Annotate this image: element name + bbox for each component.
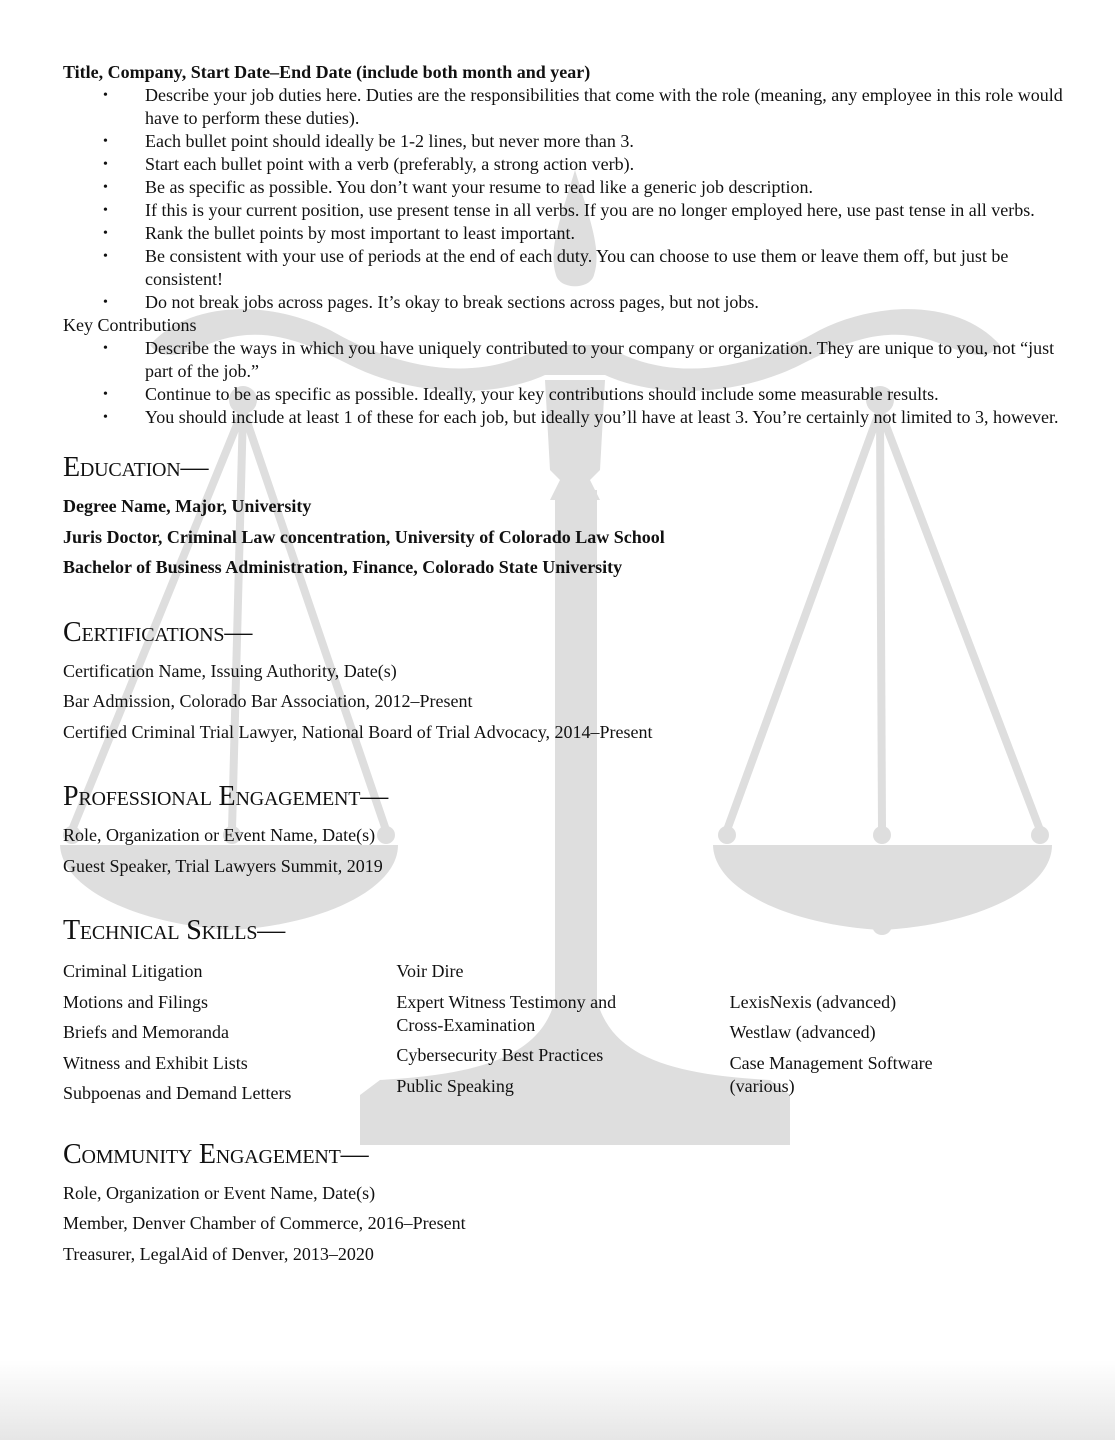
skill-item: Subpoenas and Demand Letters [63, 1083, 292, 1103]
bullet-icon: • [103, 387, 108, 402]
bullet-icon: • [103, 249, 108, 264]
education-line: Bachelor of Business Administration, Finance, Colorado State University [63, 557, 623, 577]
bullet-icon: • [103, 341, 108, 356]
bullet-icon: • [103, 226, 108, 241]
community-line: Role, Organization or Event Name, Date(s) [63, 1182, 376, 1203]
bullet-icon: • [103, 180, 108, 195]
bullet-icon: • [103, 134, 108, 149]
certifications-section [63, 616, 1063, 748]
resume-content [63, 61, 1063, 1269]
duty-item: • Be as specific as possible. You don’t want your resume to read like a generic job description. [103, 177, 814, 197]
duty-item: • Do not break jobs across pages. It’s okay to break sections across pages, but not jobs. [103, 292, 759, 312]
bullet-icon: • [103, 203, 108, 218]
duty-item: • Be consistent with your use of periods at the end of each duty. You can choose to use them or leave them off, but just be consistent! [103, 246, 1009, 289]
education-heading: Education— [63, 452, 209, 483]
skill-item: Public Speaking [396, 1075, 514, 1096]
community-line: Member, Denver Chamber of Commerce, 2016–Present [63, 1213, 466, 1233]
certification-line: Certified Criminal Trial Lawyer, National Board of Trial Advocacy, 2014–Present [63, 721, 653, 742]
duty-item: • Start each bullet point with a verb (preferably, a strong action verb). [103, 154, 635, 174]
contribution-item: • Continue to be as specific as possible. Ideally, your key contributions should include some measurable results. [103, 384, 939, 404]
education-section [63, 451, 1063, 583]
skill-item: Case Management Software (various) [729, 1052, 933, 1096]
professional-engagement-section [63, 780, 1063, 881]
contributions-list [63, 337, 1063, 429]
contribution-item: • Describe the ways in which you have uniquely contributed to your company or organization. They are unique to you, not “just part of the job.” [103, 338, 1055, 381]
professional-line: Guest Speaker, Trial Lawyers Summit, 2019 [63, 855, 383, 876]
community-engagement-heading: Community Engagement— [63, 1138, 369, 1170]
skill-item: Cybersecurity Best Practices [396, 1045, 604, 1065]
skill-item: Westlaw (advanced) [729, 1022, 876, 1042]
community-line: Treasurer, LegalAid of Denver, 2013–2020 [63, 1243, 374, 1264]
certification-line: Certification Name, Issuing Authority, Date(s) [63, 660, 397, 681]
duties-list [63, 84, 1063, 314]
key-contributions-label: Key Contributions [63, 315, 197, 335]
professional-line: Role, Organization or Event Name, Date(s) [63, 825, 376, 845]
skill-item: Motions and Filings [63, 991, 209, 1012]
skill-item: Expert Witness Testimony and Cross-Examination [396, 991, 617, 1035]
skills-grid [63, 960, 1063, 1113]
page-bottom-shadow [0, 1360, 1115, 1440]
technical-skills-section [63, 914, 1063, 1113]
skill-item: Witness and Exhibit Lists [63, 1052, 248, 1073]
skills-column-1 [63, 960, 396, 1113]
skill-item: Criminal Litigation [63, 961, 203, 981]
certification-line: Bar Admission, Colorado Bar Association, 2012–Present [63, 691, 473, 711]
bullet-icon: • [103, 88, 108, 103]
certifications-heading: Certifications— [63, 616, 253, 648]
education-line: Juris Doctor, Criminal Law concentration, University of Colorado Law School [63, 526, 665, 547]
skill-item: Voir Dire [396, 961, 464, 981]
job-heading: Title, Company, Start Date–End Date (include both month and year) [63, 62, 591, 82]
bullet-icon: • [103, 157, 108, 172]
duty-item: • If this is your current position, use present tense in all verbs. If you are no longer employed here, use past tense in all verbs. [103, 200, 1035, 220]
skills-column-3 [730, 960, 1063, 1113]
bullet-icon: • [103, 410, 108, 425]
duty-item: • Rank the bullet points by most important to least important. [103, 223, 575, 243]
professional-engagement-heading: Professional Engagement— [63, 781, 389, 812]
skills-column-2 [396, 960, 729, 1113]
skill-item: Briefs and Memoranda [63, 1022, 229, 1042]
contribution-item: • You should include at least 1 of these for each job, but ideally you’ll have at least 3. You’re certainly not limited to 3, however. [103, 407, 1059, 427]
community-engagement-section [63, 1138, 1063, 1270]
bullet-icon: • [103, 295, 108, 310]
skill-item: LexisNexis (advanced) [729, 991, 897, 1012]
duty-item: • Describe your job duties here. Duties are the responsibilities that come with the role (meaning, any employee in this role would have to perform these duties). [103, 85, 1063, 128]
education-line: Degree Name, Major, University [63, 496, 312, 516]
technical-skills-heading: Technical Skills— [63, 915, 286, 946]
duty-item: • Each bullet point should ideally be 1-2 lines, but never more than 3. [103, 131, 634, 151]
